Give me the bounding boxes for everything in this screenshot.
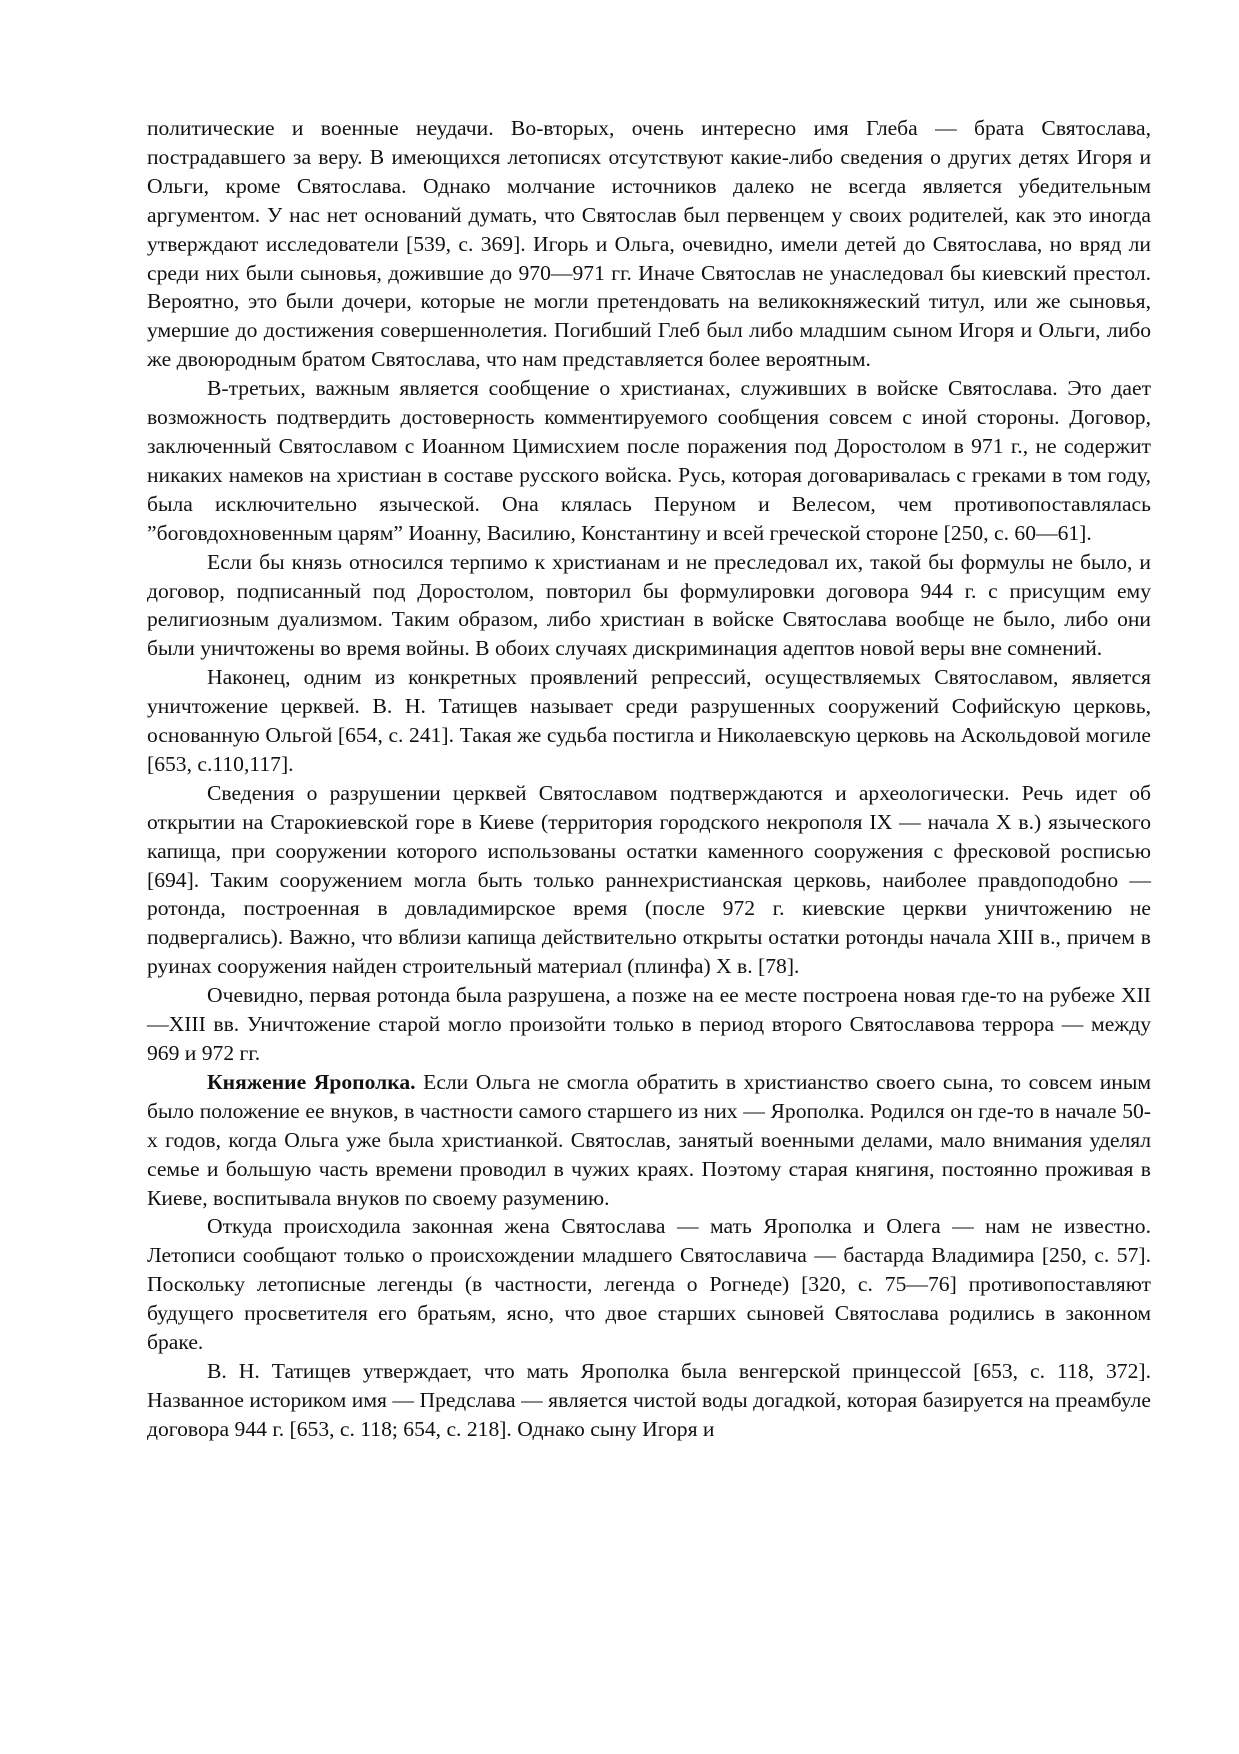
paragraph-4: Наконец, одним из конкретных проявлений репрессий, осуществляемых Святославом, является уничтожение церквей. В. Н. Татищев называет среди разрушенных сооружений Софийскую церковь, основанную Ольгой [654, с. 241]. Такая же судьба постигла и Николаевскую церковь на Аскольдовой могиле [653, с.110,117]. [147,665,1151,776]
paragraph-8: Откуда происходила законная жена Святослава — мать Ярополка и Олега — нам не известно. Летописи сообщают только о происхождении младшего Святославича — бастарда Владимира [250, с. 57]. Поскольку летописные легенды (в частности, легенда о Рогнеде) [320, с. 75—76] противопоставляют будущего просветителя его братьям, ясно, что двое старших сыновей Святослава родились в законном браке. [147,1214,1151,1355]
paragraph-2: В-третьих, важным является сообщение о христианах, служивших в войске Святослава. Это дает возможность подтвердить достоверность комментируемого сообщения совсем с иной стороны. Договор, заключенный Святославом с Иоанном Цимисхием после поражения под Доростолом в 971 г., не содержит никаких намеков на христиан в составе русского войска. Русь, которая договаривалась с греками в том году, была исключительно языческой. Она клялась Перуном и Велесом, чем противопоставлялась ”боговдохновенным царям” Иоанну, Василию, Константину и всей греческой стороне [250, с. 60—61]. [147,376,1151,545]
paragraph-5: Сведения о разрушении церквей Святославом подтверждаются и археологически. Речь идет об открытии на Старокиевской горе в Киеве (территория городского некрополя IX — начала X в.) языческого капища, при сооружении которого использованы остатки каменного сооружения с фресковой росписью [694]. Таким сооружением могла быть только раннехристианская церковь, наиболее правдоподобно — ротонда, построенная в довладимирское время (после 972 г. киевские церкви уничтожению не подвергались). Важно, что вблизи капища действительно открыты остатки ротонды начала XIII в., причем в руинах сооружения найден строительный материал (плинфа) X в. [78]. [147,780,1151,979]
paragraph-3: Если бы князь относился терпимо к христианам и не преследовал их, такой бы формулы не было, и договор, подписанный под Доростолом, повторил бы формулировки договора 944 г. с присущим ему религиозным дуализмом. Таким образом, либо христиан в войске Святослава вообще не было, либо они были уничтожены во время войны. В обоих случаях дискриминация адептов новой веры вне сомнений. [147,549,1151,661]
paragraph-1: политические и военные неудачи. Во-вторых, очень интересно имя Глеба — брата Святослава, пострадавшего за веру. В имеющихся летописях отсутствуют какие-либо сведения о других детях Игоря и Ольги, кроме Святослава. Однако молчание источников далеко не всегда является убедительным аргументом. У нас нет оснований думать, что Святослав был первенцем у своих родителей, как это иногда утверждают исследователи [539, с. 369]. Игорь и Ольга, очевидно, имели детей до Святослава, но вряд ли среди них были сыновья, дожившие до 970—971 гг. Иначе Святослав не унаследовал бы киевский престол. Вероятно, это были дочери, которые не могли претендовать на великокняжеский титул, или же сыновья, умершие до достижения совершеннолетия. Погибший Глеб был либо младшим сыном Игоря и Ольги, либо же двоюродным братом Святослава, что нам представляется более вероятным. [147,116,1151,372]
paragraph-9: В. Н. Татищев утверждает, что мать Ярополка была венгерской принцессой [653, с. 118, 372]. Названное историком имя — Предслава — является чистой воды догадкой, которая базируется на преамбуле договора 944 г. [653, с. 118; 654, с. 218]. Однако сыну Игоря и [147,1358,1151,1441]
section-heading: Княжение Ярополка. [207,1069,416,1094]
document-page [147,114,1151,1444]
paragraph-7 [147,1068,1151,1213]
paragraph-7-text: Если Ольга не смогла обратить в христианство своего сына, то совсем иным было положение ее внуков, в частности самого старшего из них — Ярополка. Родился он где-то в начале 50-х годов, когда Ольга уже была христианкой. Святослав, занятый военными делами, мало внимания уделял семье и большую часть времени проводил в чужих краях. Поэтому старая княгиня, постоянно проживая в Киеве, воспитывала внуков по своему разумению. [147,1069,1151,1210]
paragraph-6: Очевидно, первая ротонда была разрушена, а позже на ее месте построена новая где-то на рубеже XII—XIII вв. Уничтожение старой могло произойти только в период второго Святославова террора — между 969 и 972 гг. [147,983,1151,1065]
